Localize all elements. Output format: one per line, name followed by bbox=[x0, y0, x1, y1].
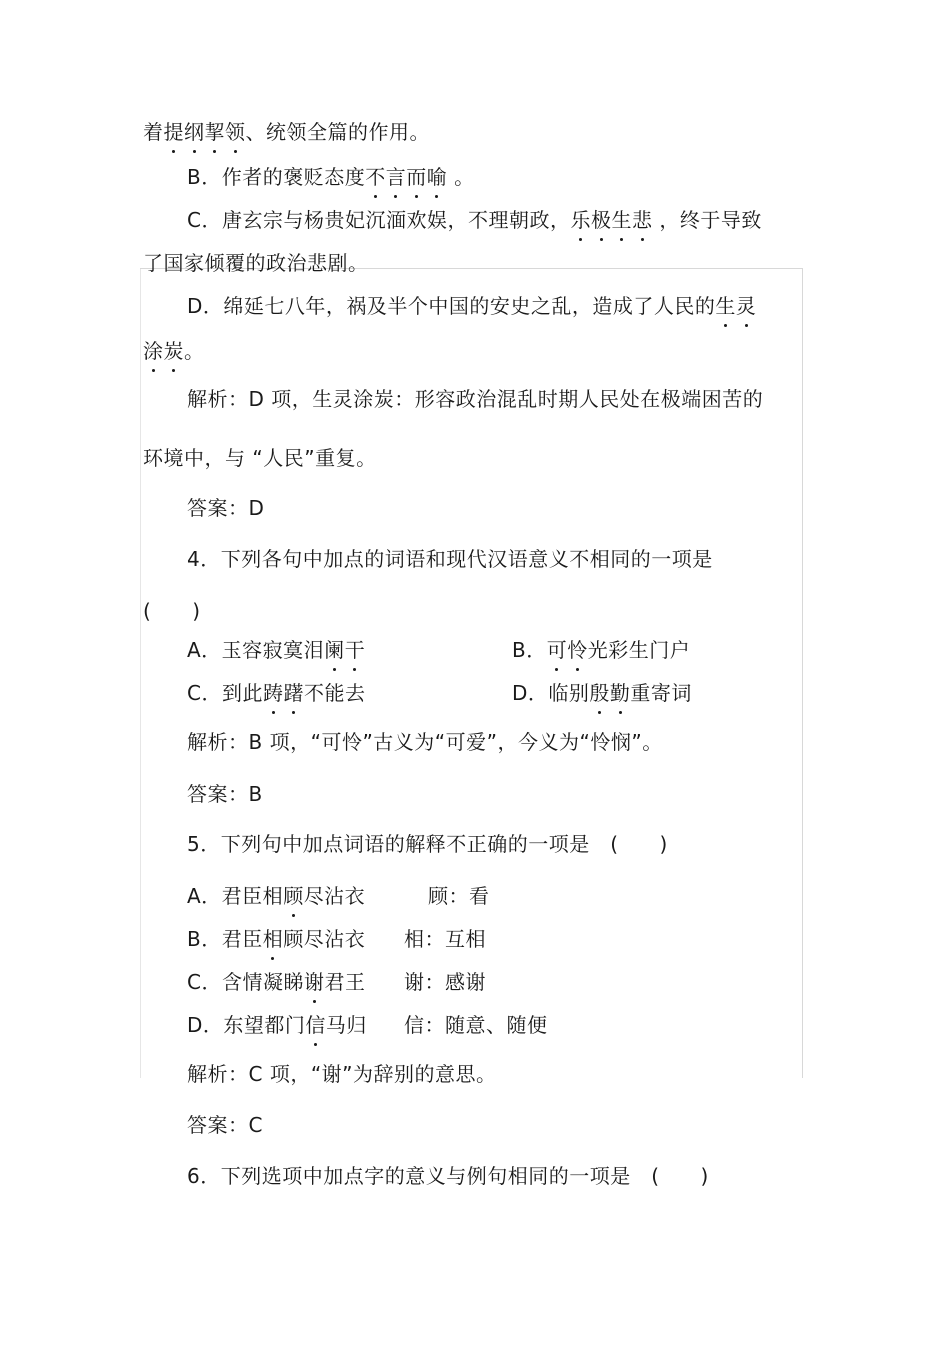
analysis: 解析：D 项，生灵涂炭：形容政治混乱时期人民处在极端困苦的 bbox=[187, 387, 764, 411]
dotted-term: 提纲挈领 bbox=[163, 120, 246, 144]
text-line: 了国家倾覆的政治悲剧。 bbox=[143, 251, 369, 275]
option-b: B．作者的褒贬态度不言而喻 。 bbox=[187, 165, 475, 189]
dotted-term: 信 bbox=[305, 1013, 326, 1037]
option-a: A．玉容寂寞泪阑干 bbox=[187, 638, 366, 662]
dotted-term: 谢 bbox=[303, 970, 325, 994]
option-d-note: 信：随意、随便 bbox=[404, 1013, 548, 1037]
analysis: 解析：C 项，“谢”为辞别的意思。 bbox=[187, 1062, 497, 1086]
option-d: D．东望都门信马归 bbox=[187, 1013, 367, 1037]
question-5: 5．下列句中加点词语的解释不正确的一项是 ( ) bbox=[187, 832, 668, 856]
analysis-continued: 环境中，与 “人民”重复。 bbox=[143, 446, 377, 470]
dotted-term: 乐极生悲 bbox=[570, 208, 653, 232]
analysis: 解析：B 项，“可怜”古义为“可爱”，今义为“怜悯”。 bbox=[187, 730, 663, 754]
option-b: B．可怜光彩生门户 bbox=[512, 638, 691, 662]
text-line: 着提纲挈领、统领全篇的作用。 bbox=[143, 120, 430, 144]
dotted-term: 顾 bbox=[283, 884, 304, 908]
option-c-note: 谢：感谢 bbox=[404, 970, 486, 994]
dotted-term: 相 bbox=[262, 927, 284, 951]
answer: 答案：B bbox=[187, 782, 263, 806]
option-d: D．临别殷勤重寄词 bbox=[512, 681, 692, 705]
answer-blank: ( ) bbox=[143, 599, 201, 623]
option-d: D．绵延七八年，祸及半个中国的安史之乱，造成了人民的生灵 bbox=[187, 294, 757, 318]
option-a: A．君臣相顾尽沾衣 bbox=[187, 884, 366, 908]
dotted-term: 涂炭 bbox=[143, 339, 184, 363]
answer: 答案：C bbox=[187, 1113, 263, 1137]
dotted-term: 不言而喻 bbox=[365, 165, 448, 189]
question-4: 4．下列各句中加点的词语和现代汉语意义不相同的一项是 bbox=[187, 547, 713, 571]
question-6: 6．下列选项中加点字的意义与例句相同的一项是 ( ) bbox=[187, 1164, 709, 1188]
option-c: C．含情凝睇谢君王 bbox=[187, 970, 366, 994]
option-c: C．到此踌躇不能去 bbox=[187, 681, 366, 705]
dotted-term: 可怜 bbox=[546, 638, 588, 662]
dotted-term: 生灵 bbox=[715, 294, 757, 318]
option-a-note: 顾：看 bbox=[428, 884, 490, 908]
option-c: C．唐玄宗与杨贵妃沉湎欢娱，不理朝政，乐极生悲 ，终于导致 bbox=[187, 208, 762, 232]
text-line: 涂炭。 bbox=[143, 339, 205, 363]
dotted-term: 阑干 bbox=[324, 638, 366, 662]
option-b: B．君臣相顾尽沾衣 bbox=[187, 927, 366, 951]
option-b-note: 相：互相 bbox=[404, 927, 486, 951]
answer: 答案：D bbox=[187, 496, 265, 520]
dotted-term: 踌躇 bbox=[262, 681, 304, 705]
dotted-term: 殷勤 bbox=[589, 681, 631, 705]
